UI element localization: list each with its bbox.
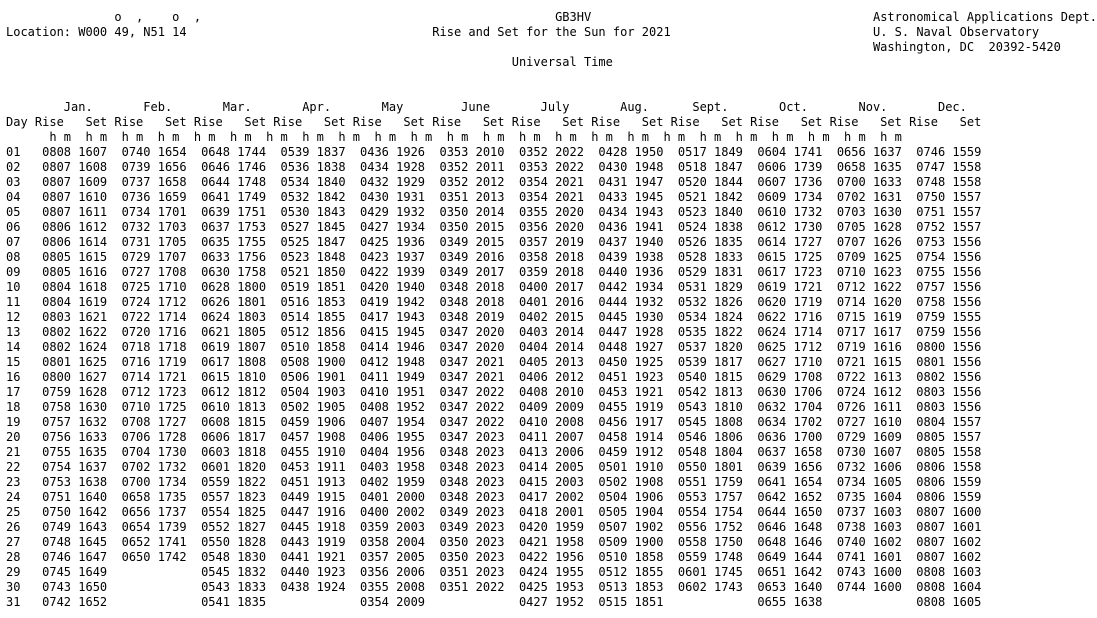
org-line-1: Astronomical Applications Dept.	[872, 10, 1097, 24]
table-row: 03 0807 1609 0737 1658 0644 1748 0534 1840 0432 1929 0352 2012 0354 2021 0431 1947 0520 1844 0607 1736 0700 1633 0748 1558	[6, 175, 982, 189]
header-line-1	[6, 10, 1097, 25]
table-row: 25 0750 1642 0656 1737 0554 1825 0447 1916 0400 2002 0349 2023 0418 2001 0505 1904 0554 1754 0644 1650 0737 1603 0807 1600	[6, 505, 982, 519]
table-row: 04 0807 1610 0736 1659 0641 1749 0532 1842 0430 1931 0351 2013 0354 2021 0433 1945 0521 1842 0609 1734 0702 1631 0750 1557	[6, 190, 982, 204]
org-line-2: U. S. Naval Observatory	[872, 25, 1040, 39]
table-row: 18 0758 1630 0710 1725 0610 1813 0502 1905 0408 1952 0347 2022 0409 2009 0455 1919 0543 1810 0632 1704 0726 1611 0803 1556	[6, 400, 982, 414]
table-row: 26 0749 1643 0654 1739 0552 1827 0445 1918 0359 2003 0349 2023 0420 1959 0507 1902 0556 1752 0646 1648 0738 1603 0807 1601	[6, 520, 982, 534]
table-row: 21 0755 1635 0704 1730 0603 1818 0455 1910 0404 1956 0348 2023 0413 2006 0459 1912 0548 1804 0637 1658 0730 1607 0805 1558	[6, 445, 982, 459]
table-row: 06 0806 1612 0732 1703 0637 1753 0527 1845 0427 1934 0350 2015 0356 2020 0436 1941 0524 1838 0612 1730 0705 1628 0752 1557	[6, 220, 982, 234]
header-line-4	[6, 55, 1097, 70]
table-row: 14 0802 1624 0718 1718 0619 1807 0510 1858 0414 1946 0347 2020 0404 2014 0448 1927 0537 1820 0625 1712 0719 1616 0800 1556	[6, 340, 982, 354]
table-row: 17 0759 1628 0712 1723 0612 1812 0504 1903 0410 1951 0347 2022 0408 2010 0453 1921 0542 1813 0630 1706 0724 1612 0803 1556	[6, 385, 982, 399]
org-line-3: Washington, DC 20392-5420	[872, 40, 1061, 54]
table-row: 09 0805 1616 0727 1708 0630 1758 0521 1850 0422 1939 0349 2017 0359 2018 0440 1936 0529 1831 0617 1723 0710 1623 0755 1556	[6, 265, 982, 279]
table-row: 10 0804 1618 0725 1710 0628 1800 0519 1851 0420 1940 0348 2018 0400 2017 0442 1934 0531 1829 0619 1721 0712 1622 0757 1556	[6, 280, 982, 294]
table-row: 13 0802 1622 0720 1716 0621 1805 0512 1856 0415 1945 0347 2020 0403 2014 0447 1928 0535 1822 0624 1714 0717 1617 0759 1556	[6, 325, 982, 339]
table-row: 16 0800 1627 0714 1721 0615 1810 0506 1901 0411 1949 0347 2021 0406 2012 0451 1923 0540 1815 0629 1708 0722 1613 0802 1556	[6, 370, 982, 384]
table-row: 27 0748 1645 0652 1741 0550 1828 0443 1919 0358 2004 0350 2023 0421 1958 0509 1900 0558 1750 0648 1646 0740 1602 0807 1602	[6, 535, 982, 549]
header-line-2	[6, 25, 1097, 40]
hour-minute-header-row: h m h m h m h m h m h m h m h m h m h m h m h m h m h m h m h m h m h m h m h m h m h m h m h m	[6, 130, 902, 144]
spacer	[6, 55, 512, 69]
rise-set-header-row: Day Rise Set Rise Set Rise Set Rise Set Rise Set Rise Set Rise Set Rise Set Rise Set Rise Set Rise Set Rise Set	[6, 115, 982, 129]
table-row: 23 0753 1638 0700 1734 0559 1822 0451 1913 0402 1959 0348 2023 0415 2003 0502 1908 0551 1759 0641 1654 0734 1605 0806 1559	[6, 475, 982, 489]
blank-line	[6, 85, 1097, 100]
degree-marks: o , o ,	[6, 10, 556, 24]
blank-line	[6, 70, 1097, 85]
location: Location: W000 49, N51 14	[6, 25, 433, 39]
table-row: 31 0742 1652 0541 1835 0354 2009 0427 1952 0515 1851 0655 1638 0808 1605	[6, 595, 982, 609]
month-header-row: Jan. Feb. Mar. Apr. May June July Aug. Sept. Oct. Nov. Dec.	[6, 100, 989, 114]
header-line-3	[6, 40, 1097, 55]
table-row: 24 0751 1640 0658 1735 0557 1823 0449 1915 0401 2000 0348 2023 0417 2002 0504 1906 0553 1757 0642 1652 0735 1604 0806 1559	[6, 490, 982, 504]
table-row: 07 0806 1614 0731 1705 0635 1755 0525 1847 0425 1936 0349 2015 0357 2019 0437 1940 0526 1835 0614 1727 0707 1626 0753 1556	[6, 235, 982, 249]
station-id: GB3HV	[555, 10, 592, 24]
table-row: 15 0801 1625 0716 1719 0617 1808 0508 1900 0412 1948 0347 2021 0405 2013 0450 1925 0539 1817 0627 1710 0721 1615 0801 1556	[6, 355, 982, 369]
table-row: 28 0746 1647 0650 1742 0548 1830 0441 1921 0357 2005 0350 2023 0422 1956 0510 1858 0559 1748 0649 1644 0741 1601 0807 1602	[6, 550, 982, 564]
table-row: 12 0803 1621 0722 1714 0624 1803 0514 1855 0417 1943 0348 2019 0402 2015 0445 1930 0534 1824 0622 1716 0715 1619 0759 1555	[6, 310, 982, 324]
table-row: 05 0807 1611 0734 1701 0639 1751 0530 1843 0429 1932 0350 2014 0355 2020 0434 1943 0523 1840 0610 1732 0703 1630 0751 1557	[6, 205, 982, 219]
page-title: Rise and Set for the Sun for 2021	[432, 25, 873, 39]
table-row: 29 0745 1649 0545 1832 0440 1923 0356 2006 0351 2023 0424 1955 0512 1855 0601 1745 0651 1642 0743 1600 0808 1603	[6, 565, 982, 579]
table-row: 30 0743 1650 0543 1833 0438 1924 0355 2008 0351 2022 0425 1953 0513 1853 0602 1743 0653 1640 0744 1600 0808 1604	[6, 580, 982, 594]
table-row: 02 0807 1608 0739 1656 0646 1746 0536 1838 0434 1928 0352 2011 0353 2022 0430 1948 0518 1847 0606 1739 0658 1635 0747 1558	[6, 160, 982, 174]
sun-rise-set-table-document	[6, 10, 1097, 610]
table-row: 08 0805 1615 0729 1707 0633 1756 0523 1848 0423 1937 0349 2016 0358 2018 0439 1938 0528 1833 0615 1725 0709 1625 0754 1556	[6, 250, 982, 264]
table-row: 01 0808 1607 0740 1654 0648 1744 0539 1837 0436 1926 0353 2010 0352 2022 0428 1950 0517 1849 0604 1741 0656 1637 0746 1559	[6, 145, 982, 159]
spacer	[591, 10, 873, 24]
table-row: 22 0754 1637 0702 1732 0601 1820 0453 1911 0403 1958 0348 2023 0414 2005 0501 1910 0550 1801 0639 1656 0732 1606 0806 1558	[6, 460, 982, 474]
time-basis: Universal Time	[511, 55, 613, 69]
table-row: 19 0757 1632 0708 1727 0608 1815 0459 1906 0407 1954 0347 2022 0410 2008 0456 1917 0545 1808 0634 1702 0727 1610 0804 1557	[6, 415, 982, 429]
table-row: 20 0756 1633 0706 1728 0606 1817 0457 1908 0406 1955 0347 2023 0411 2007 0458 1914 0546 1806 0636 1700 0729 1609 0805 1557	[6, 430, 982, 444]
spacer	[6, 40, 873, 54]
table-row: 11 0804 1619 0724 1712 0626 1801 0516 1853 0419 1942 0348 2018 0401 2016 0444 1932 0532 1826 0620 1719 0714 1620 0758 1556	[6, 295, 982, 309]
